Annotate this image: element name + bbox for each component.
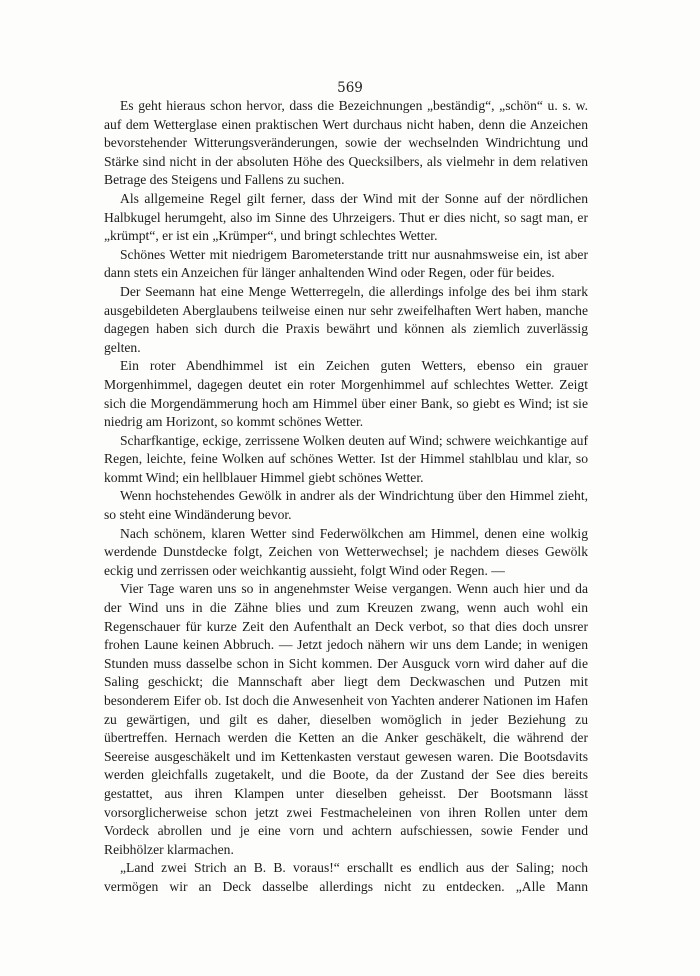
page-number: 569 [337,80,363,96]
paragraph-weather-rules: Der Seemann hat eine Menge Wetterregeln, die allerdings infolge des bei ihm stark ausgebildeten Aberglaubens teilweise einen nur sehr zweifelhaften Wert haben, manche dagegen haben sich durch die Praxis bewährt und können als ziemlich zuverlässig gelten. [104,283,588,355]
body-text [104,97,588,897]
paragraph-feather-clouds: Nach schönem, klaren Wetter sind Federwölkchen am Himmel, denen eine wolkig werdende Dunstdecke folgt, Zeichen von Wetterwechsel; je nachdem dieses Gewölk eckig und zerrissen oder weichkantig aussieht, folgt Wind oder Regen. — [104,525,588,578]
paragraph-voyage-narrative: Vier Tage waren uns so in angenehmster Weise vergangen. Wenn auch hier und da der Wind uns in die Zähne blies und zum Kreuzen zwang, wenn auch wohl ein Regenschauer für kurze Zeit den Aufenthalt an Deck verbot, so that dies doch unsrer frohen Laune keinen Abbruch. — Jetzt jedoch nähern wir uns dem Lande; in wenigen Stunden muss dasselbe schon in Sicht kommen. Der Ausguck vorn wird daher auf die Saling geschickt; die Mannschaft aber liegt dem Deckwaschen und Putzen mit besonderem Eifer ob. Ist doch die Anwesenheit von Yachten anderer Nationen im Hafen zu gewärtigen, und gilt es daher, dieselben womöglich in jeder Beziehung zu übertreffen. Hernach werden die Ketten an die Anker geschäkelt, die während der Seereise ausgeschäkelt und im Kettenkasten verstaut gewesen waren. Die Bootsdavits werden gleichfalls zugetakelt, und die Boote, da der Zustand der See dies bereits gestattet, aus ihren Klampen unter dieselben geheisst. Der Bootsmann lässt vorsorglicherweise schon jetzt zwei Festmacheleinen von ihren Rollen unter dem Vordeck abrollen und je eine vorn und achtern aufschiessen, sowie Fender und Reibhölzer klarmachen. [104,581,588,857]
paragraph-sky-colors: Ein roter Abendhimmel ist ein Zeichen guten Wetters, ebenso ein grauer Morgenhimmel, dagegen deutet ein roter Morgenhimmel auf schlechtes Wetter. Zeigt sich die Morgendämmerung hoch am Himmel über einer Bank, so giebt es Wind; ist sie niedrig am Horizont, so kommt schönes Wetter. [104,358,588,430]
paragraph-barometer-labels: Es geht hieraus schon hervor, dass die Bezeichnungen „beständig“, „schön“ u. s. w. auf dem Wetterglase einen praktischen Wert durchaus nicht haben, denn die Anzeichen bevorstehender Witterungsveränderungen, sowie der wechselnden Windrichtung und Stärke sind nicht in der absoluten Höhe des Quecksilbers, als vielmehr in dem relativen Betrage des Steigens und Fallens zu suchen. [104,98,588,188]
paragraph-land-sighted: „Land zwei Strich an B. B. voraus!“ erschallt es endlich aus der Saling; noch vermögen wir an Deck dasselbe allerdings nicht zu entdecken. „Alle Mann [104,860,588,894]
paragraph-low-barometer: Schönes Wetter mit niedrigem Barometerstande tritt nur ausnahmsweise ein, ist aber dann stets ein Anzeichen für länger anhaltenden Wind oder Regen, oder für beides. [104,246,588,281]
paragraph-high-clouds: Wenn hochstehendes Gewölk in andrer als der Windrichtung über den Himmel zieht, so steht eine Windänderung bevor. [104,488,588,523]
paragraph-wind-rule: Als allgemeine Regel gilt ferner, dass der Wind mit der Sonne auf der nördlichen Halbkugel herumgeht, also im Sinne des Uhrzeigers. Thut er dies nicht, so sagt man, er „krümpt“, er ist ein „Krümper“, und bringt schlechtes Wetter. [104,190,588,244]
paragraph-cloud-shapes: Scharfkantige, eckige, zerrissene Wolken deuten auf Wind; schwere weichkantige auf Regen, leichte, feine Wolken auf schönes Wetter. Ist der Himmel stahlblau und klar, so kommt Wind; ein hellblauer Himmel giebt schönes Wetter. [104,432,588,485]
